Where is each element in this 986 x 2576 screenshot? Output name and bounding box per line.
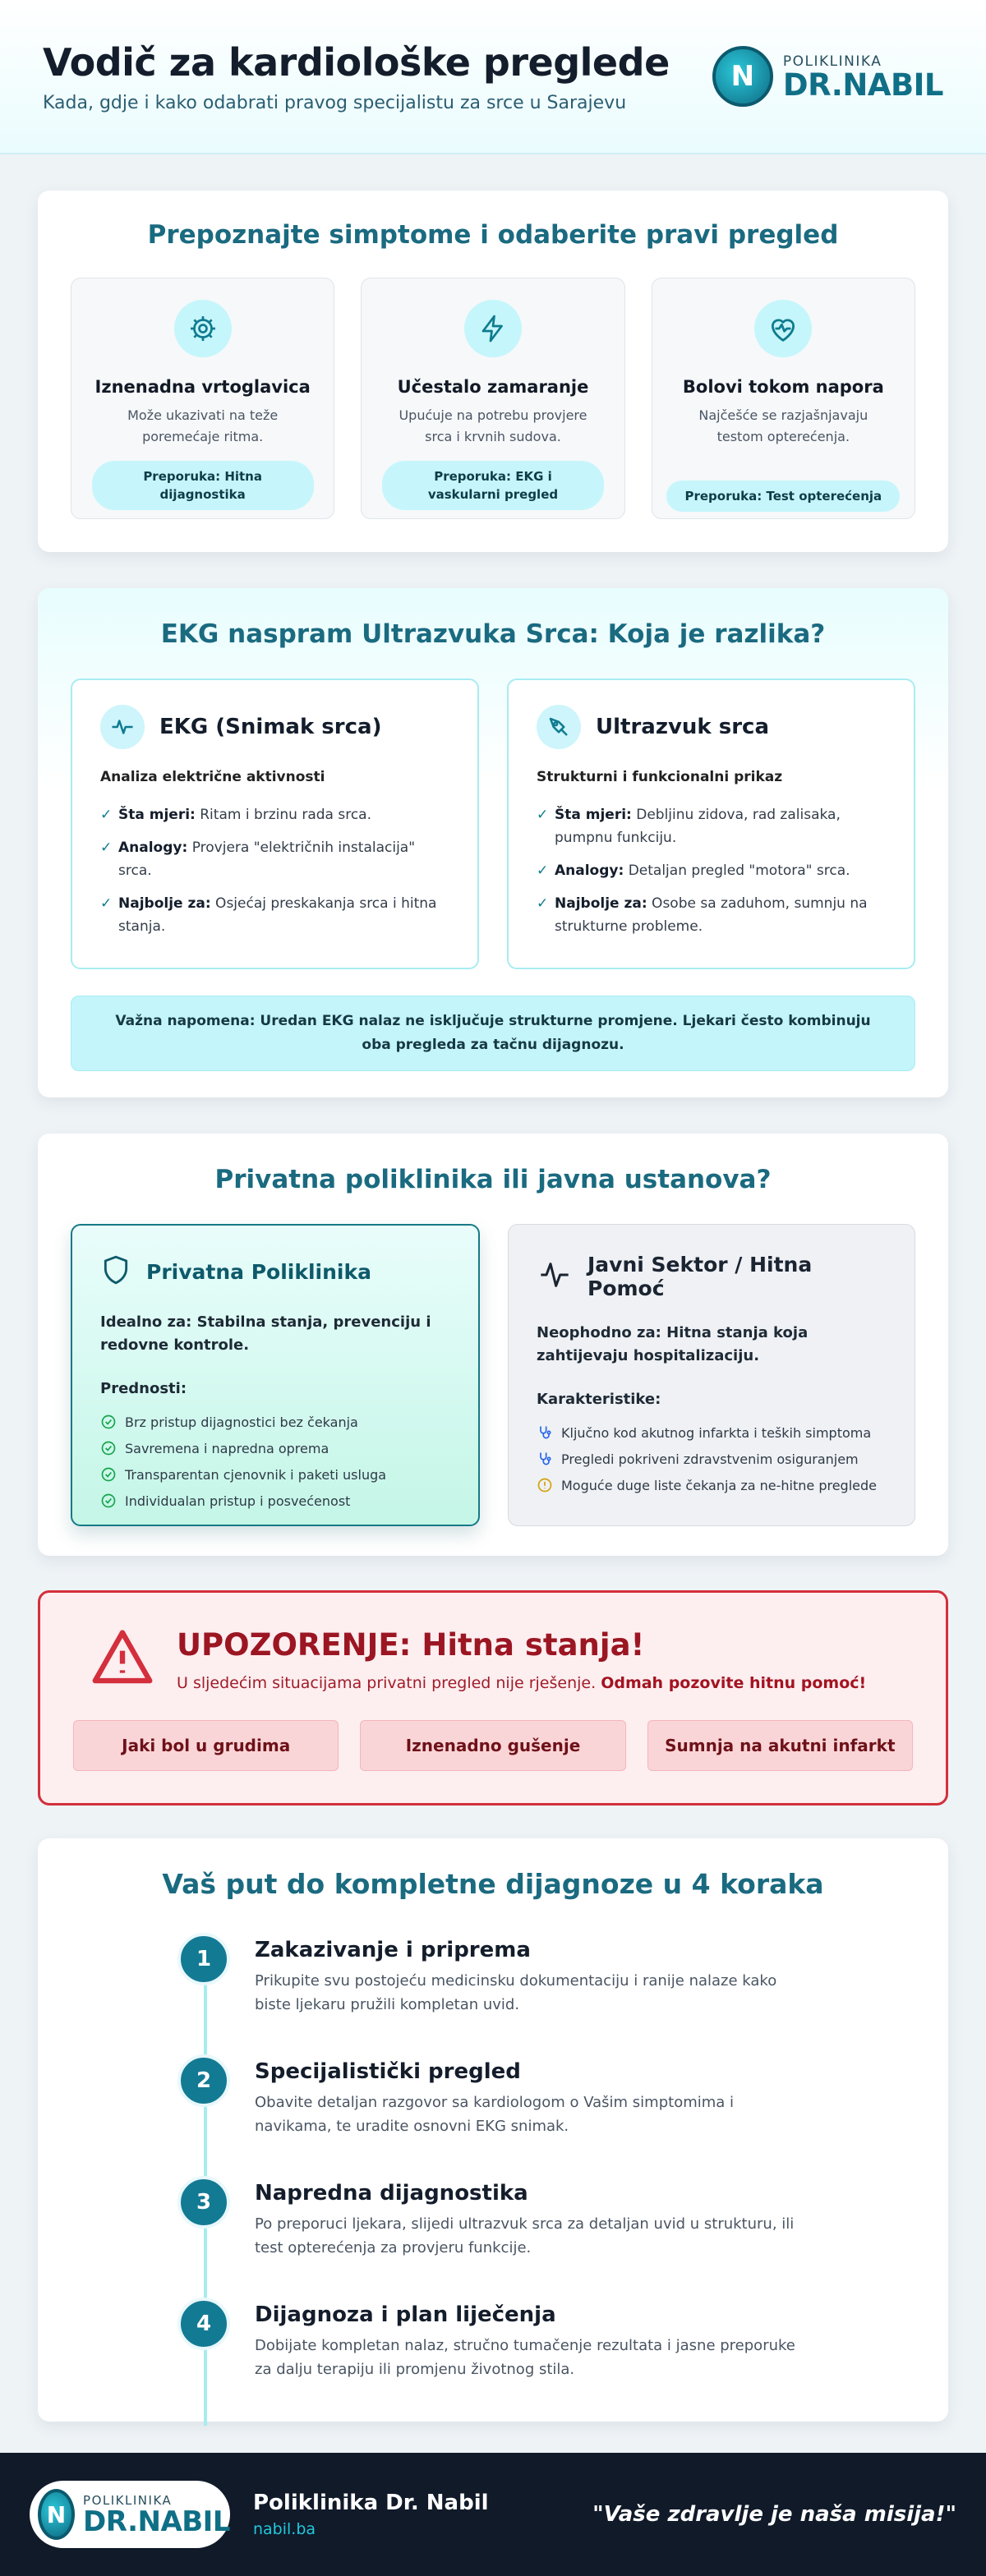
stethoscope-icon — [537, 1451, 553, 1467]
emergency-symptom-chip: Jaki bol u grudima — [73, 1720, 339, 1771]
public-card-header — [537, 1253, 887, 1300]
item-label: Šta mjeri: — [555, 807, 632, 823]
ekg-card-header — [100, 705, 449, 749]
item-text: Savremena i napredna oprema — [125, 1440, 329, 1456]
steps-timeline — [38, 1933, 948, 2419]
step-title: Napredna dijagnostika — [255, 2181, 528, 2206]
check-icon: ✓ — [100, 840, 113, 856]
item-text: Moguće duge liste čekanja za ne-hitne preglede — [561, 1477, 877, 1493]
compare-title: EKG naspram Ultrazvuka Srca: Koja je razlika? — [160, 619, 826, 649]
step-number: 4 — [177, 2298, 230, 2350]
step-item — [38, 2176, 948, 2298]
step-item — [38, 2298, 948, 2419]
warning-title: UPOZORENJE: Hitna stanja! — [177, 1627, 645, 1663]
stethoscope-icon — [537, 1424, 553, 1441]
list-item — [100, 1409, 450, 1435]
header-text — [43, 40, 670, 113]
recommendation-pill: Preporuka: EKG i vaskularni pregled — [382, 461, 604, 510]
steps-title: Vaš put do kompletne dijagnoze u 4 koraka — [162, 1868, 824, 1900]
echo-card-lead: Strukturni i funkcionalni prikaz — [537, 769, 783, 785]
step-text: Dobijate kompletan nalaz, stručno tumačenje rezultata i jasne preporuke za dalju terapiju ili promjenu životnog stila. — [255, 2337, 795, 2378]
symptom-text: Najčešće se razjašnjavaju testom opterećenja. — [698, 407, 869, 444]
logo-text — [83, 2493, 230, 2536]
list-item — [537, 892, 886, 938]
warning-header — [40, 1593, 946, 1692]
step-text: Po preporuci ljekara, slijedi ultrazvuk srca za detaljan uvid u strukturu, ili test opterećenja za provjeru funkcije. — [255, 2215, 795, 2256]
item-text: Provjera "električnih instalacija" srca. — [118, 840, 416, 879]
item-label: Najbolje za: — [118, 895, 211, 912]
private-vs-public-section — [38, 1134, 948, 1556]
heart-pulse-icon — [754, 300, 812, 357]
compare-columns — [38, 678, 948, 969]
symptom-card — [71, 278, 334, 519]
list-item — [537, 1446, 887, 1472]
echo-list — [537, 803, 886, 938]
warning-symptoms — [40, 1720, 946, 1771]
item-text: Transparentan cjenovnik i paketi usluga — [125, 1466, 387, 1483]
choice-title: Privatna poliklinika ili javna ustanova? — [214, 1165, 772, 1194]
item-text: Ritam i brzinu rada srca. — [195, 807, 371, 823]
logo-big-text: DR.NABIL — [83, 2505, 230, 2538]
step-number: 1 — [177, 1933, 230, 1985]
public-features-list — [537, 1419, 887, 1498]
symptom-text: Može ukazivati na teže poremećaje ritma. — [127, 407, 279, 444]
footer-info — [253, 2491, 489, 2538]
list-item — [100, 1488, 450, 1514]
symptom-title: Bolovi tokom napora — [682, 377, 884, 397]
warning-text — [177, 1674, 866, 1692]
symptom-cards — [38, 278, 948, 519]
emergency-warning — [38, 1590, 948, 1806]
logo-small-text: POLIKLINIKA — [83, 2493, 173, 2508]
emergency-symptom-chip: Iznenadno gušenje — [360, 1720, 625, 1771]
check-icon: ✓ — [537, 862, 549, 879]
public-card-subhead: Karakteristike: — [537, 1391, 661, 1408]
warning-triangle-icon — [91, 1627, 154, 1692]
lightning-icon — [464, 300, 522, 357]
list-item — [537, 803, 886, 849]
logo-small-text: POLIKLINIKA — [782, 53, 882, 70]
item-text: Ključno kod akutnog infarkta i teških simptoma — [561, 1424, 872, 1441]
step-title: Dijagnoza i plan liječenja — [255, 2302, 556, 2327]
item-label: Analogy: — [118, 840, 188, 856]
important-note: Važna napomena: Uredan EKG nalaz ne isključuje strukturne promjene. Ljekari često kombinuju oba pregleda za tačnu dijagnozu. — [71, 996, 915, 1071]
check-icon: ✓ — [537, 807, 549, 823]
list-item — [537, 1472, 887, 1498]
step-title: Specijalistički pregled — [255, 2059, 521, 2084]
private-card-subhead: Prednosti: — [100, 1380, 187, 1397]
page-title: Vodič za kardiološke preglede — [43, 39, 670, 85]
echo-card-header — [537, 705, 886, 749]
check-icon: ✓ — [100, 895, 113, 912]
page-subtitle: Kada, gdje i kako odabrati pravog specijalistu za srce u Sarajevu — [43, 92, 627, 113]
list-item — [100, 803, 449, 826]
step-number: 3 — [177, 2176, 230, 2229]
list-item — [537, 1419, 887, 1446]
pulse-icon — [537, 1258, 573, 1295]
symptom-title: Učestalo zamaranje — [397, 377, 589, 397]
symptoms-title: Prepoznajte simptome i odaberite pravi pregled — [147, 220, 839, 250]
brand-logo[interactable] — [712, 46, 943, 107]
ultrasound-probe-icon — [537, 705, 581, 749]
symptom-card — [652, 278, 915, 519]
pulse-icon — [100, 705, 145, 749]
footer-clinic-name: Poliklinika Dr. Nabil — [253, 2491, 489, 2515]
private-benefits-list — [100, 1409, 450, 1514]
item-text: Osobe sa zaduhom, sumnju na strukturne probleme. — [555, 895, 868, 935]
warning-text-block — [177, 1627, 866, 1692]
step-item — [38, 1933, 948, 2054]
private-card-lead: Idealno za: Stabilna stanja, prevenciju i redovne kontrole. — [100, 1313, 431, 1354]
logo-mark-icon: N — [712, 46, 773, 107]
item-label: Najbolje za: — [555, 895, 647, 912]
footer-website-link[interactable]: nabil.ba — [253, 2520, 316, 2538]
public-sector-card — [508, 1224, 915, 1526]
ekg-list — [100, 803, 449, 938]
step-text: Prikupite svu postojeću medicinsku dokumentaciju i ranije nalaze kako biste ljekaru pružili kompletan uvid. — [255, 1972, 777, 2013]
header — [0, 0, 986, 154]
echo-card — [507, 678, 915, 969]
gear-icon — [174, 300, 232, 357]
logo-mark-icon: N — [38, 2489, 75, 2540]
check-circle-icon — [100, 1466, 117, 1483]
warning-text-bold: Odmah pozovite hitnu pomoć! — [601, 1674, 867, 1692]
recommendation-pill: Preporuka: Test opterećenja — [666, 481, 900, 512]
emergency-symptom-chip: Sumnja na akutni infarkt — [647, 1720, 913, 1771]
step-item — [38, 2054, 948, 2176]
logo-text — [782, 53, 943, 103]
diagnosis-steps-section — [38, 1838, 948, 2422]
list-item — [537, 859, 886, 882]
footer-brand — [30, 2481, 489, 2548]
item-text: Individualan pristup i posvećenost — [125, 1493, 351, 1509]
list-item — [100, 836, 449, 882]
step-title: Zakazivanje i priprema — [255, 1938, 531, 1962]
list-item — [100, 1435, 450, 1461]
check-icon: ✓ — [100, 807, 113, 823]
recommendation-pill: Preporuka: Hitna dijagnostika — [92, 461, 314, 510]
step-number: 2 — [177, 2054, 230, 2107]
list-item — [100, 1461, 450, 1488]
item-label: Analogy: — [555, 862, 624, 879]
item-label: Šta mjeri: — [118, 807, 196, 823]
public-card-title: Javni Sektor / Hitna Pomoć — [587, 1253, 813, 1300]
check-circle-icon — [100, 1493, 117, 1509]
footer-logo[interactable] — [30, 2481, 230, 2548]
check-circle-icon — [100, 1414, 117, 1430]
symptom-card — [361, 278, 624, 519]
list-item — [100, 892, 449, 938]
ekg-card — [71, 678, 479, 969]
echo-card-title: Ultrazvuk srca — [596, 715, 770, 739]
private-card-header — [100, 1254, 450, 1290]
choice-columns — [38, 1224, 948, 1526]
item-text: Osjećaj preskakanja srca i hitna stanja. — [118, 895, 437, 935]
logo-big-text: DR.NABIL — [782, 67, 943, 103]
footer-motto: "Vaše zdravlje je naša misija!" — [592, 2502, 956, 2527]
step-text: Obavite detaljan razgovor sa kardiologom o Vašim simptomima i navikama, te uradite osnovni EKG snimak. — [255, 2094, 735, 2135]
check-circle-icon — [100, 1440, 117, 1456]
item-text: Debljinu zidova, rad zalisaka, pumpnu funkciju. — [555, 807, 841, 846]
private-card-title: Privatna Poliklinika — [146, 1259, 371, 1284]
item-text: Brz pristup dijagnostici bez čekanja — [125, 1414, 358, 1430]
ekg-vs-echo-section — [38, 588, 948, 1097]
public-card-lead: Neophodno za: Hitna stanja koja zahtijevaju hospitalizaciju. — [537, 1324, 809, 1364]
symptoms-section — [38, 191, 948, 552]
shield-icon — [100, 1254, 131, 1290]
warning-circle-icon — [537, 1477, 553, 1493]
check-icon: ✓ — [537, 895, 549, 912]
item-text: Pregledi pokriveni zdravstvenim osiguranjem — [561, 1451, 859, 1467]
warning-text-main: U sljedećim situacijama privatni pregled nije rješenje. — [177, 1674, 601, 1692]
symptom-title: Iznenadna vrtoglavica — [94, 377, 311, 397]
ekg-card-lead: Analiza električne aktivnosti — [100, 769, 325, 785]
ekg-card-title: EKG (Snimak srca) — [159, 715, 382, 739]
footer — [0, 2453, 986, 2576]
item-text: Detaljan pregled "motora" srca. — [624, 862, 850, 879]
symptom-text: Upućuje na potrebu provjere srca i krvnih sudova. — [399, 407, 587, 444]
private-clinic-card — [71, 1224, 480, 1526]
